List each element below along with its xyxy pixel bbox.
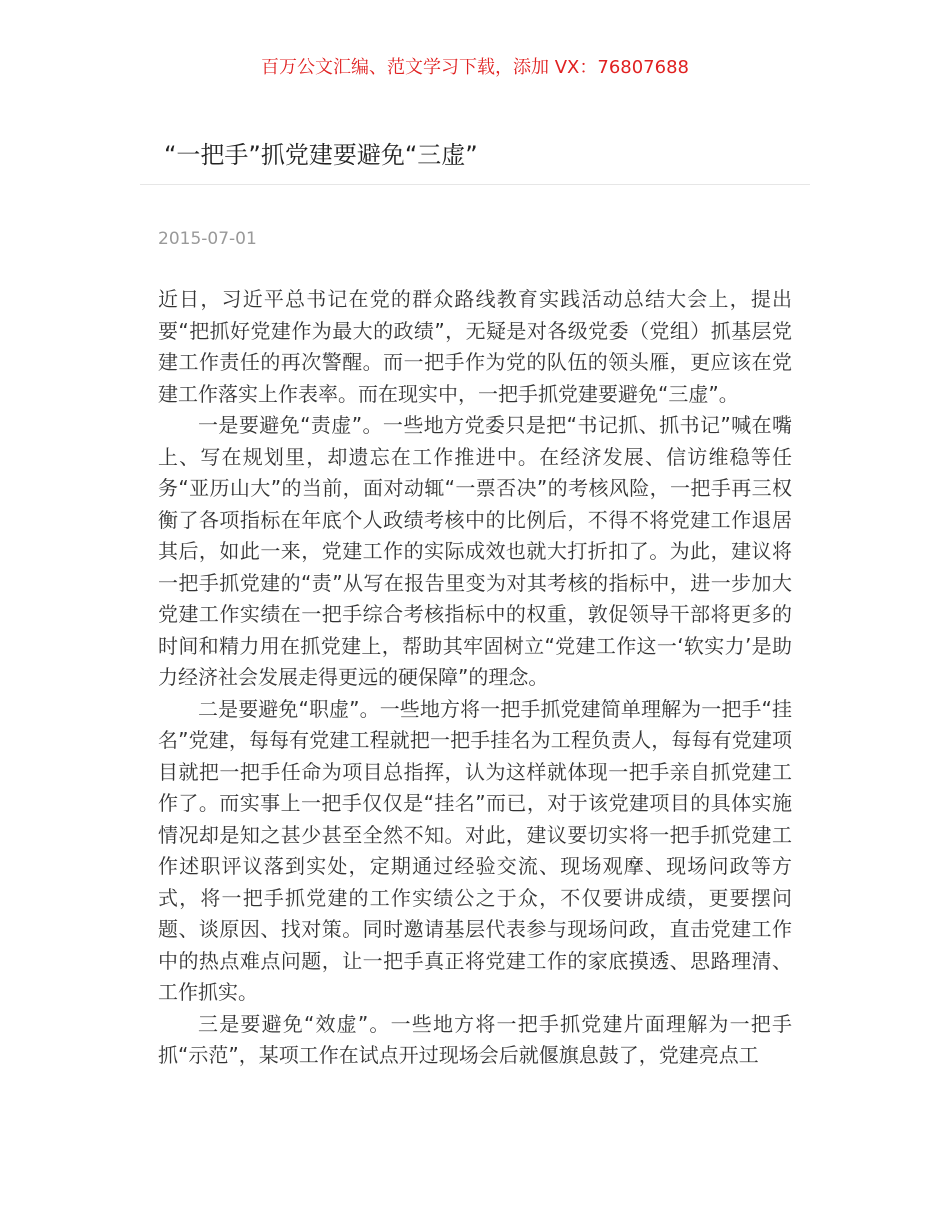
title-divider: [140, 184, 810, 185]
paragraph-intro: 近日，习近平总书记在党的群众路线教育实践活动总结大会上，提出要“把抓好党建作为最大的政绩”，无疑是对各级党委（党组）抓基层党建工作责任的再次警醒。而一把手作为党的队伍的领头雁，更应该在党建工作落实上作表率。而在现实中，一把手抓党建要避免“三虚”。: [158, 287, 792, 406]
article-title: “一把手”抓党建要避免“三虚”: [164, 141, 478, 169]
paragraph-responsibility: 一是要避免“责虚”。一些地方党委只是把“书记抓、抓书记”喊在嘴上、写在规划里，却遗忘在工作推进中。在经济发展、信访维稳等任务“亚历山大”的当前，面对动辄“一票否决”的考核风险，一把手再三权衡了各项指标在年底个人政绩考核中的比例后，不得不将党建工作退居其后，如此一来，党建工作的实际成效也就大打折扣了。为此，建议将一把手抓党建的“责”从写在报告里变为对其考核的指标中，进一步加大党建工作实绩在一把手综合考核指标中的权重，敦促领导干部将更多的时间和精力用在抓党建上，帮助其牢固树立“党建工作这一‘软实力’是助力经济社会发展走得更远的硬保障”的理念。: [158, 413, 792, 689]
article-body: [158, 284, 792, 1072]
paragraph-duty: 二是要避免“职虚”。一些地方将一把手抓党建简单理解为一把手“挂名”党建，每每有党建工程就把一把手挂名为工程负责人，每每有党建项目就把一把手任命为项目总指挥，认为这样就体现一把手亲自抓党建工作了。而实事上一把手仅仅是“挂名”而已，对于该党建项目的具体实施情况却是知之甚少甚至全然不知。对此，建议要切实将一把手抓党建工作述职评议落到实处，定期通过经验交流、现场观摩、现场问政等方式，将一把手抓党建的工作实绩公之于众，不仅要讲成绩，更要摆问题、谈原因、找对策。同时邀请基层代表参与现场问政，直击党建工作中的热点难点问题，让一把手真正将党建工作的家底摸透、思路理清、工作抓实。: [158, 696, 792, 1004]
header-banner: 百万公文汇编、范文学习下载，添加 VX：76807688: [261, 57, 689, 78]
paragraph-effect: 三是要避免“效虚”。一些地方将一把手抓党建片面理解为一把手抓“示范”，某项工作在试点开过现场会后就偃旗息鼓了，党建亮点工: [158, 1011, 792, 1067]
publish-date: 2015-07-01: [158, 229, 257, 249]
